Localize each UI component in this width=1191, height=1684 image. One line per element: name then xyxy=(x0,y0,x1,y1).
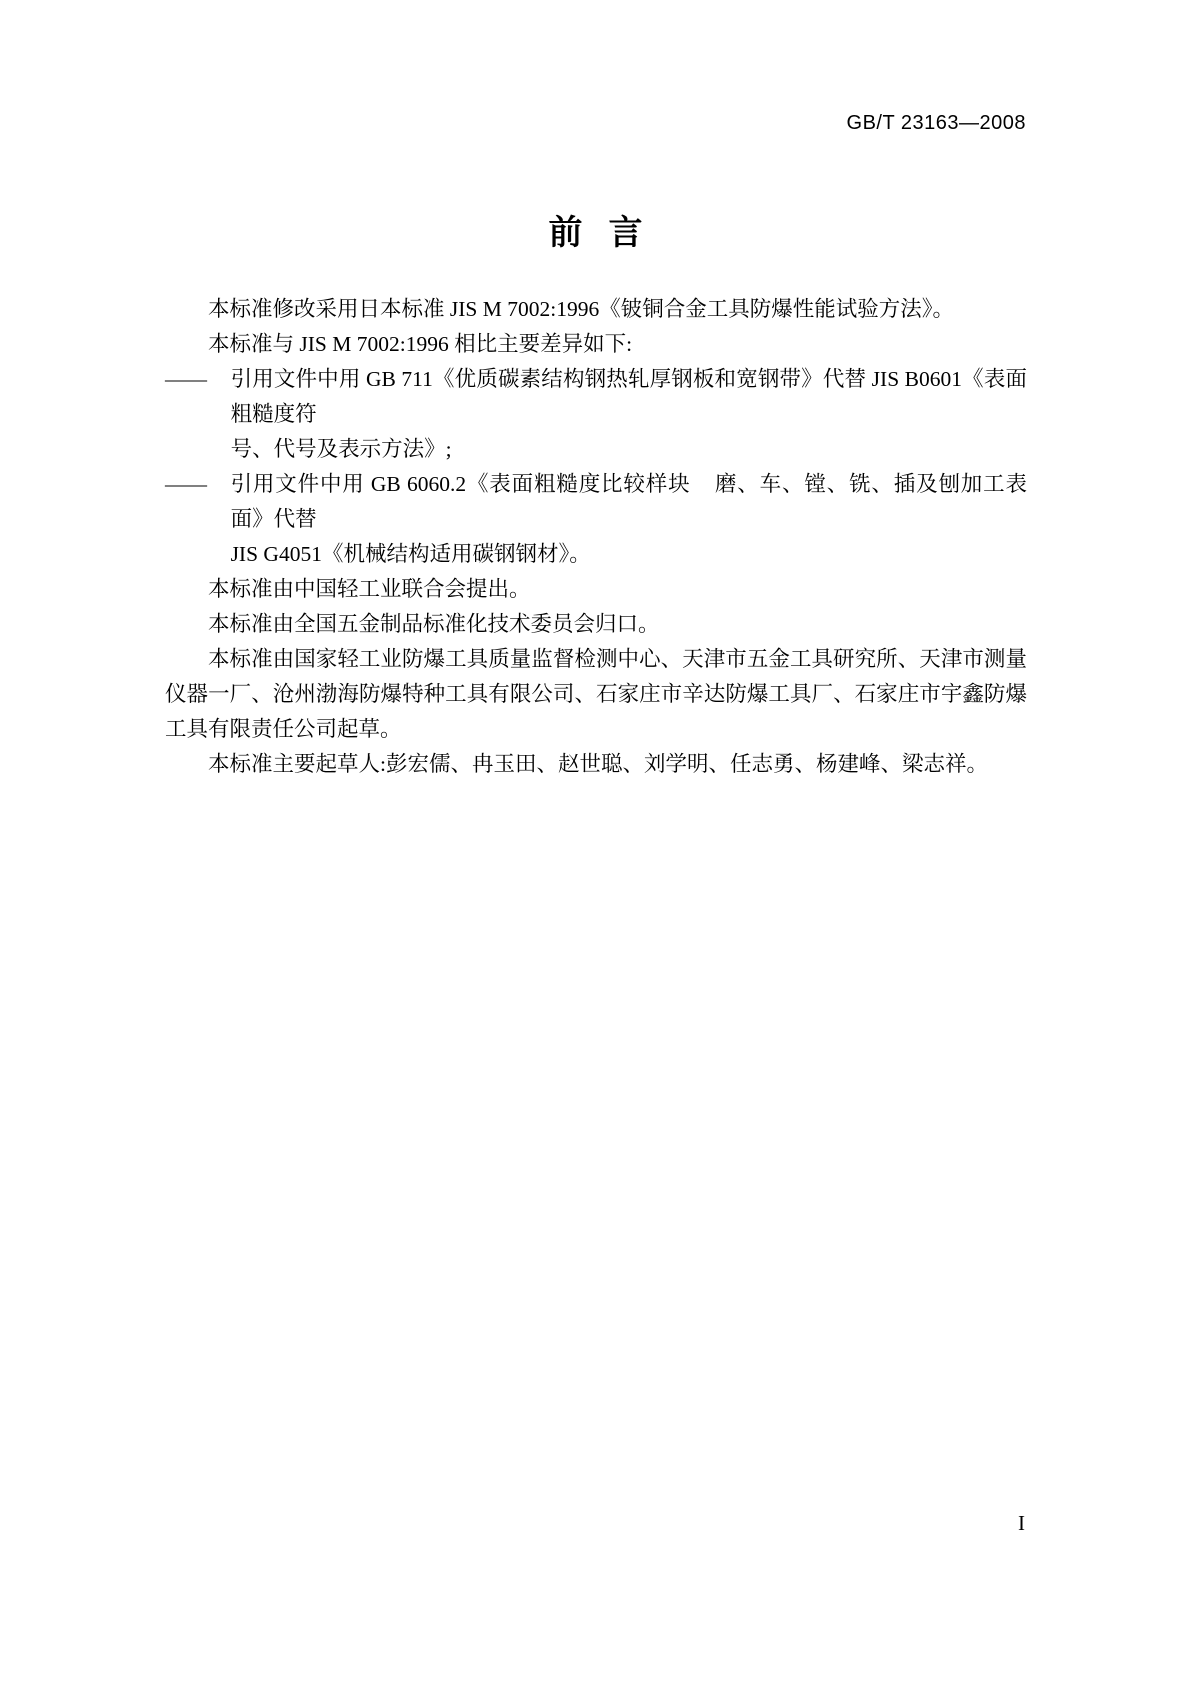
difference-item-1-line-2: 号、代号及表示方法》; xyxy=(230,437,452,461)
drafting-organizations-line-2: 沧州渤海防爆特种工具有限公司、石家庄市辛达防爆工具厂、石家庄市宇鑫防爆工具有限责任公司 xyxy=(165,682,1027,741)
paragraph-adoption: 本标准修改采用日本标准 JIS M 7002:1996《铍铜合金工具防爆性能试验方法》。 xyxy=(208,297,954,321)
difference-item-2-line-2: JIS G4051《机械结构适用碳钢钢材》。 xyxy=(230,542,591,566)
standard-number-header: GB/T 23163—2008 xyxy=(846,112,1026,134)
difference-item-2 xyxy=(165,467,1027,572)
drafting-organizations-line-3: 起草。 xyxy=(337,717,402,741)
dash-marker-icon: —— xyxy=(165,367,206,391)
drafting-organizations-line-1: 本标准由国家轻工业防爆工具质量监督检测中心、天津市五金工具研究所、天津市测量仪器一厂、 xyxy=(165,647,1027,706)
paragraph-differences-intro: 本标准与 JIS M 7002:1996 相比主要差异如下: xyxy=(208,332,633,356)
paragraph-jurisdiction: 本标准由全国五金制品标准化技术委员会归口。 xyxy=(208,612,660,636)
page-number: I xyxy=(1018,1511,1025,1535)
difference-item-1 xyxy=(165,362,1027,467)
foreword-content xyxy=(165,292,1027,782)
difference-item-1-line-1: 引用文件中用 GB 711《优质碳素结构钢热轧厚钢板和宽钢带》代替 JIS B0601《表面粗糙度符 xyxy=(230,367,1027,426)
paragraph-main-drafters: 本标准主要起草人:彭宏儒、冉玉田、赵世聪、刘学明、任志勇、杨建峰、梁志祥。 xyxy=(208,752,988,776)
paragraph-drafting-organizations xyxy=(165,642,1027,747)
dash-marker-icon: —— xyxy=(165,472,206,496)
difference-item-2-line-1b: 磨、车、镗、铣、插及刨加工表面》代替 xyxy=(230,472,1027,531)
paragraph-proposed-by: 本标准由中国轻工业联合会提出。 xyxy=(208,577,531,601)
difference-item-2-line-1a: 引用文件中用 GB 6060.2《表面粗糙度比较样块 xyxy=(230,472,691,496)
page-title: 前言 xyxy=(548,213,669,253)
